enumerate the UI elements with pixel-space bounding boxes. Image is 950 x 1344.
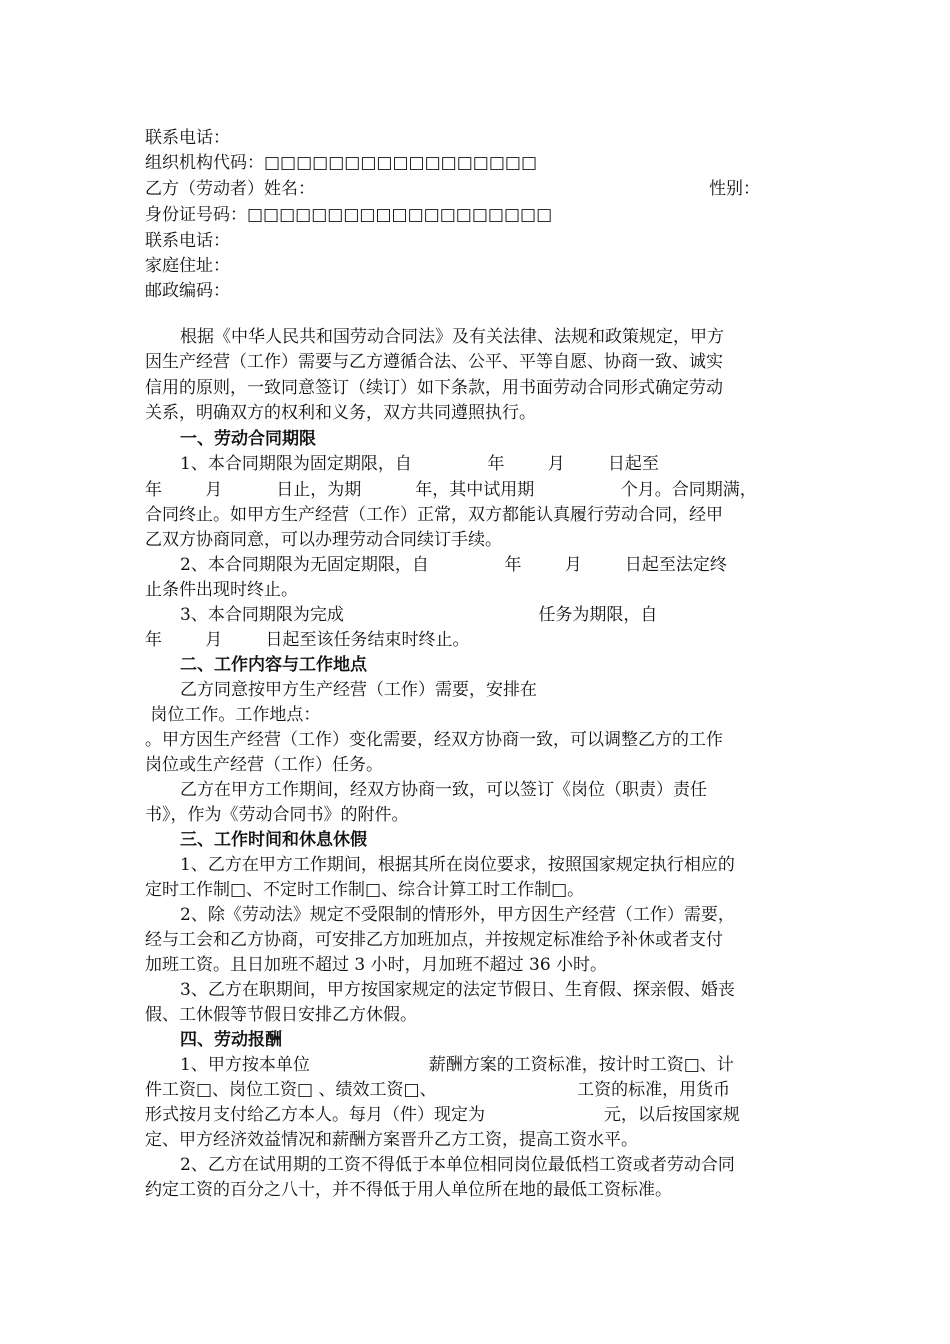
body-line: 乙双方协商同意，可以办理劳动合同续订手续。 [145,530,502,550]
body-line: 1、甲方按本单位 薪酬方案的工资标准，按计时工资□、计 [180,1055,734,1075]
body-line: 2、乙方在试用期的工资不得低于本单位相同岗位最低档工资或者劳动合同 [180,1155,735,1175]
body-line: 乙方同意按甲方生产经营（工作）需要，安排在 [180,680,537,700]
body-line: 。甲方因生产经营（工作）变化需要，经双方协商一致，可以调整乙方的工作 [145,730,723,750]
postcode-label: 邮政编码： [145,281,230,301]
body-line: 止条件出现时终止。 [145,580,298,600]
body-line: 3、乙方在职期间，甲方按国家规定的法定节假日、生育假、探亲假、婚丧 [180,980,735,1000]
body-line: 假、工休假等节假日安排乙方休假。 [145,1005,417,1025]
body-line: 1、乙方在甲方工作期间，根据其所在岗位要求，按照国家规定执行相应的 [180,855,735,875]
body-line: 岗位或生产经营（工作）任务。 [145,755,383,775]
preamble-line: 信用的原则，一致同意签订（续订）如下条款，用书面劳动合同形式确定劳动 [145,378,723,398]
body-line: 年 月 日起至该任务结束时终止。 [145,630,470,650]
body-line: 经与工会和乙方协商，可安排乙方加班加点，并按规定标准给予补休或者支付 [145,930,723,950]
preamble-line: 根据《中华人民共和国劳动合同法》及有关法律、法规和政策规定，甲方 [180,327,724,347]
body-line: 年 月 日止，为期 年，其中试用期 个月。合同期满， [145,480,757,500]
address-label: 家庭住址： [145,256,230,276]
body-line: 2、除《劳动法》规定不受限制的情形外，甲方因生产经营（工作）需要， [180,905,735,925]
body-line: 定、甲方经济效益情况和薪酬方案晋升乙方工资，提高工资水平。 [145,1130,638,1150]
body-line: 1、本合同期限为固定期限，自 年 月 日起至 [180,454,659,474]
preamble-line: 关系，明确双方的权利和义务，双方共同遵照执行。 [145,403,536,423]
gender-label: 性别： [709,179,760,199]
body-line: 件工资□、岗位工资□ 、绩效工资□、 工资的标准，用货币 [145,1080,731,1100]
section-heading: 一、劳动合同期限 [180,429,316,449]
section-heading: 四、劳动报酬 [180,1030,282,1050]
body-line: 形式按月支付给乙方本人。每月（件）现定为 元，以后按国家规 [145,1105,740,1125]
body-line: 定时工作制□、不定时工作制□、综合计算工时工作制□。 [145,880,585,900]
worker-name-label: 乙方（劳动者）姓名： [145,179,315,199]
body-line: 合同终止。如甲方生产经营（工作）正常，双方都能认真履行劳动合同，经甲 [145,505,723,525]
body-line: 加班工资。且日加班不超过 3 小时，月加班不超过 36 小时。 [145,955,608,975]
phone-label-a: 联系电话： [145,128,230,148]
body-line: 书》，作为《劳动合同书》的附件。 [145,805,409,825]
body-line: 约定工资的百分之八十，并不得低于用人单位所在地的最低工资标准。 [145,1180,672,1200]
preamble-line: 因生产经营（工作）需要与乙方遵循合法、公平、平等自愿、协商一致、诚实 [145,352,723,372]
org-code-field: 组织机构代码：□□□□□□□□□□□□□□□□□ [145,153,538,173]
phone-label-b: 联系电话： [145,231,230,251]
body-line: 2、本合同期限为无固定期限，自 年 月 日起至法定终 [180,555,727,575]
body-line: 乙方在甲方工作期间，经双方协商一致，可以签订《岗位（职责）责任 [180,780,707,800]
section-heading: 二、工作内容与工作地点 [180,655,367,675]
id-number-field: 身份证号码：□□□□□□□□□□□□□□□□□□□ [145,205,553,225]
section-heading: 三、工作时间和休息休假 [180,830,367,850]
body-line: 岗位工作。工作地点： [145,705,321,725]
body-line: 3、本合同期限为完成 任务为期限，自 [180,605,658,625]
